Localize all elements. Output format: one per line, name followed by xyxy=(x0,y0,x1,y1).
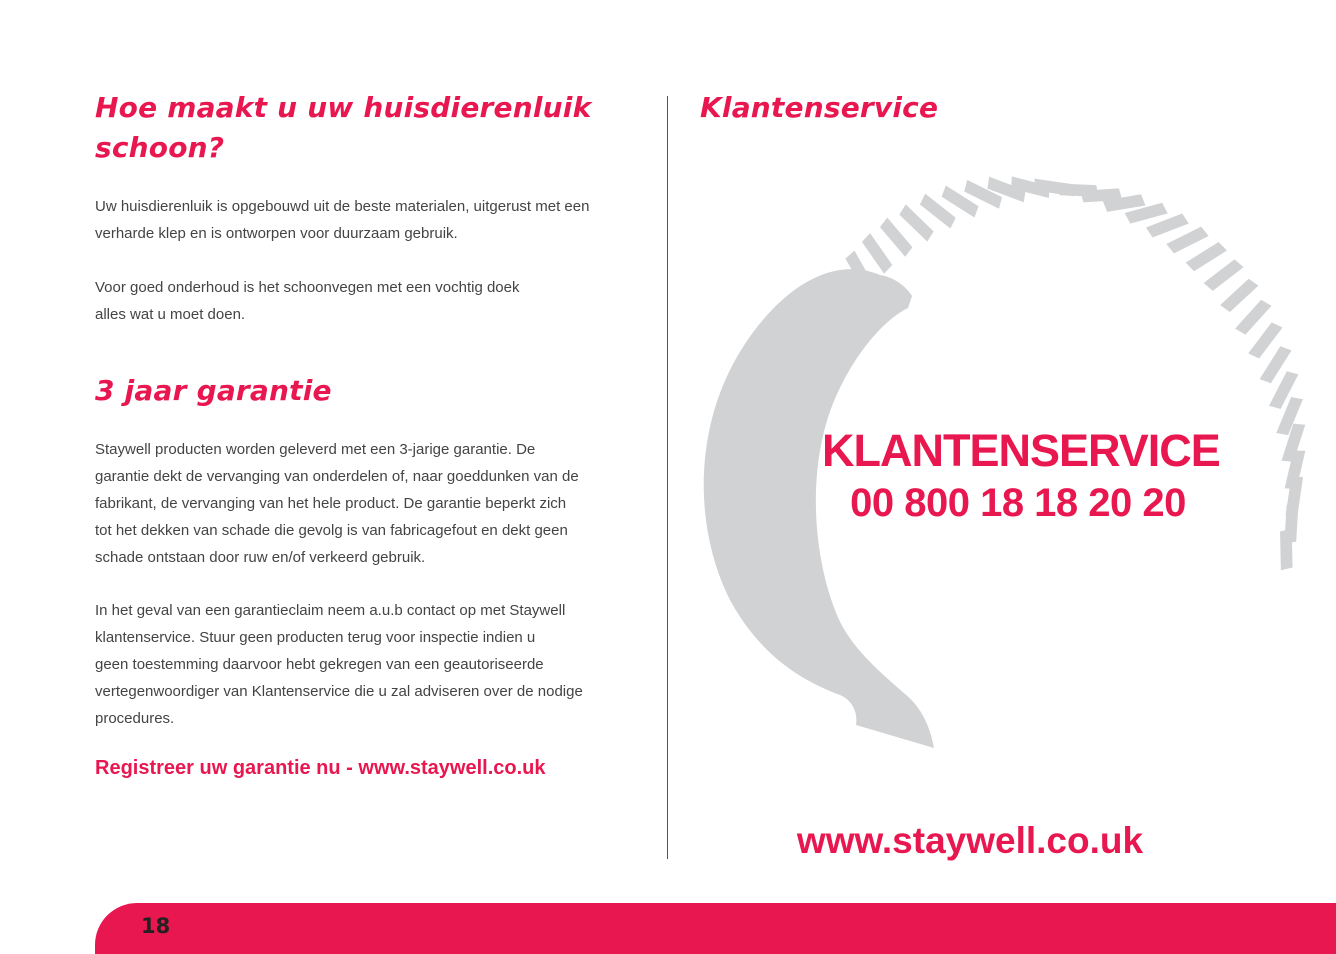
ring-stripe xyxy=(1186,242,1227,271)
ring-stripe xyxy=(1220,279,1258,312)
heading-customer-service: Klantenservice xyxy=(700,91,939,124)
heading-cleaning-line1: Hoe maakt u uw huisdierenluik xyxy=(95,91,592,124)
ring-stripe xyxy=(862,233,892,274)
cleaning-paragraph-2: Voor goed onderhoud is het schoonvegen met een vochtig doek alles wat u moet doen. xyxy=(95,279,520,323)
warranty-paragraph-1: Staywell producten worden geleverd met een 3-jarige garantie. De garantie dekt de vervanging van onderdelen of, naar goeddunken van de fabrikant, de vervanging van het hele product. De garantie beperkt zich tot het dekken van schade die gevolg is van fabricagefout en dekt geen schade ontstaan door ruw en/of verkeerd gebruik. xyxy=(95,441,579,566)
ring-stripe xyxy=(1166,227,1208,254)
heading-cleaning-line2: schoon? xyxy=(95,131,225,164)
customer-service-phone-number[interactable]: 00 800 18 18 20 20 xyxy=(850,481,1186,525)
customer-service-title: KLANTENSERVICE xyxy=(822,425,1220,476)
cleaning-paragraph-1: Uw huisdierenluik is opgebouwd uit de beste materialen, uitgerust met een verharde klep en is ontworpen voor duurzaam gebruik. xyxy=(95,198,590,242)
footer-band xyxy=(95,903,1336,954)
warranty-paragraph-2: In het geval van een garantieclaim neem a.u.b contact op met Staywell klantenservice. Stuur geen producten terug voor inspectie indien u geen toestemming daarvoor hebt gekregen van een geautoriseerde vertegenwoordiger van Klantenservice die u zal adviseren over de nodige procedures. xyxy=(95,602,583,727)
ring-stripe xyxy=(880,218,913,257)
register-warranty-link[interactable]: Registreer uw garantie nu - www.staywell.co.uk xyxy=(95,757,546,779)
ring-stripe xyxy=(1204,259,1244,290)
website-link[interactable]: www.staywell.co.uk xyxy=(796,820,1144,861)
heading-warranty: 3 jaar garantie xyxy=(95,374,332,407)
page-number: 18 xyxy=(141,914,171,938)
ring-stripe xyxy=(1235,300,1271,335)
ring-stripe xyxy=(1280,529,1293,571)
